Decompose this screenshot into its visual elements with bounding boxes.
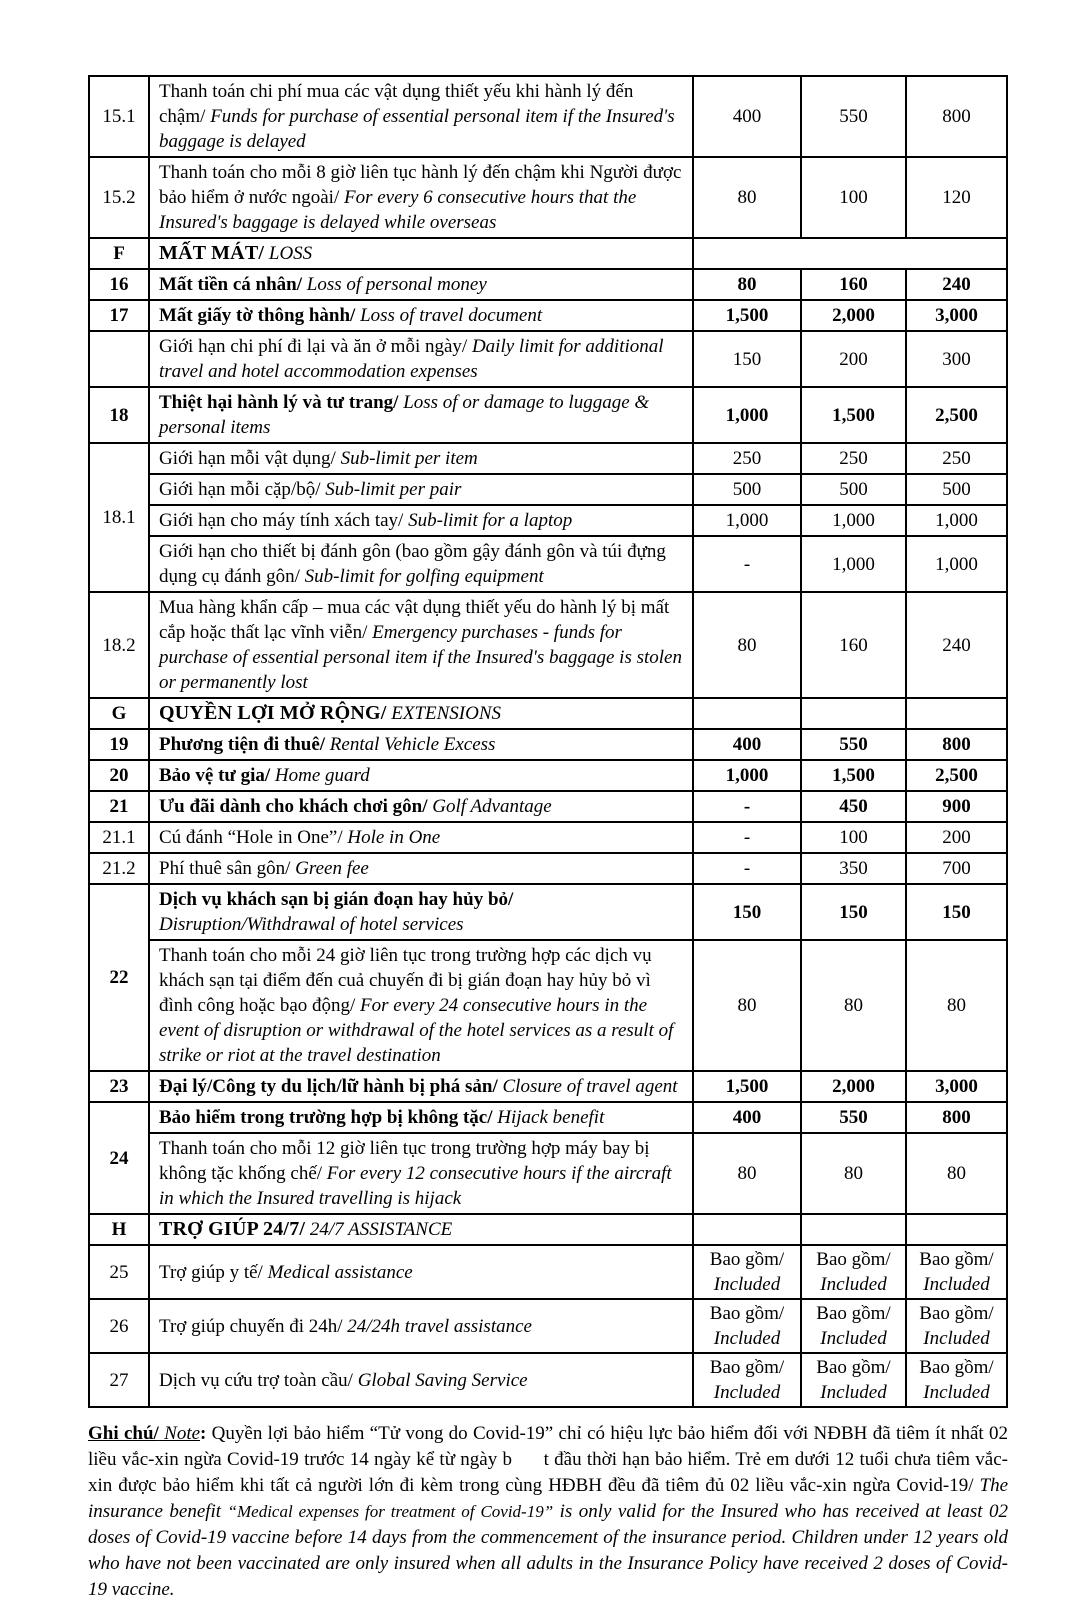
- value-line-english: Included: [713, 1328, 781, 1349]
- section-header-row: [89, 1214, 1007, 1245]
- benefit-value: 400: [693, 1102, 801, 1133]
- benefit-value: 1,000: [906, 505, 1007, 536]
- benefit-name-vietnamese: Đại lý/Công ty du lịch/lữ hành bị phá sản/: [159, 1076, 498, 1097]
- note-text-english-1: The insurance benefit: [88, 1475, 1008, 1522]
- benefit-value: 80: [906, 1133, 1007, 1214]
- benefit-value: 2,000: [801, 1071, 906, 1102]
- benefit-value: [801, 1214, 906, 1245]
- benefit-name-vietnamese: Dịch vụ khách sạn bị gián đoạn hay hủy bỏ/: [159, 889, 514, 910]
- benefit-name-english: Funds for purchase of essential personal item if the Insured's baggage is delayed: [159, 106, 675, 152]
- note-label-en: Note: [158, 1423, 201, 1444]
- benefit-name-vietnamese: QUYỀN LỢI MỞ RỘNG/: [159, 702, 387, 724]
- benefit-name-vietnamese: Giới hạn chi phí đi lại và ăn ở mỗi ngày/: [159, 336, 468, 357]
- benefit-value: 800: [906, 1102, 1007, 1133]
- benefit-name-vietnamese: Mất tiền cá nhân/: [159, 274, 303, 295]
- benefit-value: 1,000: [693, 387, 801, 443]
- benefit-description: [149, 884, 693, 940]
- benefit-description: [149, 1353, 693, 1407]
- section-title: [149, 1214, 693, 1245]
- benefit-name-english: Loss of personal money: [302, 274, 487, 295]
- benefit-value: 120: [906, 157, 1007, 238]
- benefit-value: [906, 1299, 1007, 1353]
- value-line-english: Included: [820, 1328, 887, 1349]
- row-number: 26: [89, 1299, 149, 1353]
- benefit-value: -: [693, 536, 801, 592]
- benefit-value: [693, 1214, 801, 1245]
- benefit-value: 80: [693, 940, 801, 1071]
- benefit-description: [149, 1102, 693, 1133]
- benefit-name-vietnamese: Phí thuê sân gôn/: [159, 858, 291, 879]
- table-row: [89, 729, 1007, 760]
- table-row: [89, 1353, 1007, 1407]
- benefit-name-english: Closure of travel agent: [497, 1076, 678, 1097]
- benefit-name-vietnamese: Giới hạn cho máy tính xách tay/: [159, 510, 404, 531]
- benefit-name-vietnamese: TRỢ GIÚP 24/7/: [159, 1218, 306, 1240]
- benefit-description: [149, 157, 693, 238]
- value-line-vietnamese: Bao gồm/: [816, 1303, 891, 1324]
- benefit-name-english: Sub-limit per pair: [320, 479, 462, 500]
- value-line-vietnamese: Bao gồm/: [816, 1249, 891, 1270]
- benefit-value: [906, 1245, 1007, 1299]
- benefit-name-english: Green fee: [290, 858, 369, 879]
- table-row: [89, 387, 1007, 443]
- benefit-value: 500: [906, 474, 1007, 505]
- row-number: 16: [89, 269, 149, 300]
- value-line-english: Included: [820, 1382, 887, 1403]
- benefit-value: 450: [801, 791, 906, 822]
- benefit-value: [801, 1299, 906, 1353]
- row-number: 19: [89, 729, 149, 760]
- section-header-row: [89, 238, 1007, 269]
- benefit-value: 800: [906, 729, 1007, 760]
- benefit-name-english: EXTENSIONS: [386, 703, 502, 724]
- benefit-name-vietnamese: Giới hạn cho thiết bị đánh gôn (bao gồm gậy đánh gôn và túi đựng dụng cụ đánh gôn/: [159, 541, 666, 587]
- value-line-vietnamese: Bao gồm/: [919, 1249, 994, 1270]
- benefit-value: [801, 1245, 906, 1299]
- benefit-description: [149, 1299, 693, 1353]
- table-row: [89, 536, 1007, 592]
- benefit-description: [149, 729, 693, 760]
- benefit-name-vietnamese: Thanh toán cho mỗi 8 giờ liên tục hành lý đến chậm khi Người được bảo hiểm ở nước ngoài/: [159, 162, 682, 208]
- benefit-value: 1,500: [801, 387, 906, 443]
- benefit-value: 700: [906, 853, 1007, 884]
- benefit-name-vietnamese: Ưu đãi dành cho khách chơi gôn/: [159, 796, 428, 817]
- note-text-vietnamese: Quyền lợi bảo hiểm “Tử vong do Covid-19” chỉ có hiệu lực bảo hiểm đối với NĐBH đã tiêm ít nhất 02 liều vắc-xin ngừa Covid-19 trước 14 ngày kể từ ngày b t đầu thời hạn bảo hiểm. Trẻ em dưới 12 tuổi chưa tiêm vắc-xin được bảo hiểm khi tất cả người lớn đi kèm trong cùng HĐBH đều đã tiêm đủ 02 liều vắc-xin ngừa Covid-19/: [88, 1423, 1008, 1496]
- benefit-name-english: 24/7 ASSISTANCE: [305, 1219, 453, 1240]
- benefit-value: 100: [801, 822, 906, 853]
- benefit-name-english: Sub-limit per item: [335, 448, 478, 469]
- benefit-name-vietnamese: Phương tiện đi thuê/: [159, 734, 326, 755]
- benefit-description: [149, 443, 693, 474]
- benefit-description: [149, 536, 693, 592]
- benefit-description: [149, 853, 693, 884]
- benefit-value: 200: [906, 822, 1007, 853]
- table-row: [89, 269, 1007, 300]
- table-row: [89, 474, 1007, 505]
- benefit-value: 80: [801, 1133, 906, 1214]
- benefit-name-english: Loss of or damage to luggage & personal items: [159, 392, 650, 438]
- benefit-value: 1,000: [906, 536, 1007, 592]
- benefit-value: 80: [693, 269, 801, 300]
- benefit-name-vietnamese: Giới hạn mỗi vật dụng/: [159, 448, 336, 469]
- row-number: 23: [89, 1071, 149, 1102]
- benefit-name-english: 24/24h travel assistance: [342, 1315, 532, 1337]
- row-number: 27: [89, 1353, 149, 1407]
- benefit-description: [149, 331, 693, 387]
- table-row: [89, 1299, 1007, 1353]
- value-line-english: Included: [923, 1328, 990, 1349]
- benefit-name-vietnamese: Dịch vụ cứu trợ toàn cầu/: [159, 1369, 353, 1391]
- benefit-description: [149, 76, 693, 157]
- benefit-value: 1,000: [693, 505, 801, 536]
- benefits-table: [88, 75, 1008, 1408]
- benefit-description: [149, 1245, 693, 1299]
- table-row: [89, 592, 1007, 698]
- benefit-value: 900: [906, 791, 1007, 822]
- benefit-value: [906, 698, 1007, 729]
- benefit-name-vietnamese: Thanh toán cho mỗi 12 giờ liên tục trong trường hợp máy bay bị không tặc khống chế/: [159, 1138, 650, 1184]
- row-number: 21.2: [89, 853, 149, 884]
- value-line-vietnamese: Bao gồm/: [709, 1303, 785, 1324]
- benefit-name-english: LOSS: [264, 243, 313, 264]
- benefit-value: 1,500: [693, 1071, 801, 1102]
- benefit-name-vietnamese: Bảo hiểm trong trường hợp bị không tặc/: [159, 1107, 493, 1128]
- benefit-value: 400: [693, 76, 801, 157]
- benefit-value: 1,000: [801, 505, 906, 536]
- benefit-value: 160: [801, 269, 906, 300]
- row-number: 15.2: [89, 157, 149, 238]
- benefit-description: [149, 1071, 693, 1102]
- benefit-value: 1,000: [693, 760, 801, 791]
- note-label: [88, 1423, 200, 1444]
- note-paragraph: [88, 1421, 1008, 1603]
- value-line-vietnamese: Bao gồm/: [919, 1303, 994, 1324]
- table-row: [89, 1102, 1007, 1133]
- benefit-value: 150: [693, 884, 801, 940]
- value-line-vietnamese: Bao gồm/: [816, 1357, 891, 1378]
- benefit-name-english: Daily limit for additional travel and hotel accommodation expenses: [159, 336, 664, 382]
- benefit-value: 240: [906, 592, 1007, 698]
- benefit-value: 80: [693, 157, 801, 238]
- note-colon: :: [200, 1423, 207, 1444]
- benefit-value: 250: [906, 443, 1007, 474]
- table-row: [89, 760, 1007, 791]
- benefit-value: -: [693, 791, 801, 822]
- section-title: [149, 698, 693, 729]
- row-number: 22: [89, 884, 149, 1071]
- benefit-name-vietnamese: Mua hàng khẩn cấp – mua các vật dụng thiết yếu do hành lý bị mất cắp hoặc thất lạc vĩnh viễn/: [159, 597, 670, 643]
- benefit-value: [906, 1353, 1007, 1407]
- benefit-value: 500: [693, 474, 801, 505]
- value-line-english: Included: [713, 1382, 781, 1403]
- benefit-value: [693, 1299, 801, 1353]
- benefit-name-english: Golf Advantage: [427, 796, 552, 817]
- benefit-description: [149, 791, 693, 822]
- note-text-english-2: is only valid for the Insured who has received at least 02 doses of Covid-19 vaccine before 14 days from the commencement of the insurance period. Children under 12 years old who have not been vaccinated are only insured when all adults in the Insurance Policy have received 2 doses of Covid-19 vaccine.: [88, 1501, 1009, 1600]
- benefit-name-english: Hijack benefit: [492, 1107, 605, 1128]
- benefit-value: [693, 698, 801, 729]
- row-number: 17: [89, 300, 149, 331]
- benefit-name-english: Sub-limit for a laptop: [403, 510, 573, 531]
- benefit-name-english: Loss of travel document: [355, 305, 543, 326]
- benefit-value: 300: [906, 331, 1007, 387]
- benefit-value: 500: [801, 474, 906, 505]
- benefit-name-vietnamese: Trợ giúp y tế/: [159, 1261, 263, 1283]
- row-number: [89, 331, 149, 387]
- benefit-description: [149, 505, 693, 536]
- table-row: [89, 76, 1007, 157]
- benefit-name-vietnamese: Mất giấy tờ thông hành/: [159, 305, 356, 326]
- benefit-value: 2,500: [906, 387, 1007, 443]
- row-number: 18.1: [89, 443, 149, 592]
- benefit-value-merged-empty: [693, 238, 1007, 269]
- benefit-value: -: [693, 822, 801, 853]
- value-line-vietnamese: Bao gồm/: [919, 1357, 994, 1378]
- row-number: 25: [89, 1245, 149, 1299]
- row-number: 18.2: [89, 592, 149, 698]
- benefit-value: -: [693, 853, 801, 884]
- table-row: [89, 853, 1007, 884]
- row-number: 24: [89, 1102, 149, 1214]
- benefit-name-vietnamese: Thiệt hại hành lý và tư trang/: [159, 392, 399, 413]
- benefit-value: 80: [906, 940, 1007, 1071]
- table-row: [89, 1133, 1007, 1214]
- note-text-english-quote: “Medical expenses for treatment of Covid-19”: [227, 1502, 554, 1521]
- benefit-description: [149, 822, 693, 853]
- benefit-value: 80: [693, 1133, 801, 1214]
- section-header-row: [89, 698, 1007, 729]
- benefit-value: 1,000: [801, 536, 906, 592]
- benefit-value: [693, 1245, 801, 1299]
- benefit-value: 100: [801, 157, 906, 238]
- benefit-value: 3,000: [906, 1071, 1007, 1102]
- benefit-name-english: Global Saving Service: [352, 1369, 528, 1391]
- benefit-name-vietnamese: MẤT MÁT/: [159, 242, 265, 264]
- benefit-description: [149, 269, 693, 300]
- benefit-value: 550: [801, 729, 906, 760]
- benefit-name-vietnamese: Thanh toán cho mỗi 24 giờ liên tục trong trường hợp các dịch vụ khách sạn tại điểm đến cuả chuyến đi bị gián đoạn hay hủy bỏ vì đình công hoặc bạo động/: [159, 945, 652, 1016]
- benefit-name-english: Disruption/Withdrawal of hotel services: [159, 914, 464, 935]
- benefit-name-vietnamese: Trợ giúp chuyến đi 24h/: [159, 1315, 343, 1337]
- benefit-description: [149, 760, 693, 791]
- note-label-vn: Ghi chú/: [88, 1423, 159, 1444]
- benefit-value: 160: [801, 592, 906, 698]
- table-row: [89, 157, 1007, 238]
- value-line-english: Included: [713, 1274, 781, 1295]
- benefit-value: 250: [693, 443, 801, 474]
- benefit-value: 3,000: [906, 300, 1007, 331]
- row-number: 15.1: [89, 76, 149, 157]
- benefit-name-english: Rental Vehicle Excess: [325, 734, 496, 755]
- benefit-name-english: Emergency purchases - funds for purchase of essential personal item if the Insured's baggage is stolen or permanently lost: [159, 622, 682, 693]
- benefit-value: 150: [693, 331, 801, 387]
- benefit-name-vietnamese: Thanh toán chi phí mua các vật dụng thiết yếu khi hành lý đến chậm/: [159, 81, 634, 127]
- benefit-value: 550: [801, 1102, 906, 1133]
- table-row: [89, 884, 1007, 940]
- table-row: [89, 443, 1007, 474]
- benefit-value: 400: [693, 729, 801, 760]
- benefit-value: 150: [906, 884, 1007, 940]
- benefit-value: 240: [906, 269, 1007, 300]
- value-line-english: Included: [923, 1382, 990, 1403]
- benefit-description: [149, 1133, 693, 1214]
- row-number: 20: [89, 760, 149, 791]
- benefit-value: 200: [801, 331, 906, 387]
- benefit-name-english: Hole in One: [342, 827, 441, 848]
- benefit-value: 80: [693, 592, 801, 698]
- table-row: [89, 505, 1007, 536]
- benefit-value: 550: [801, 76, 906, 157]
- benefit-name-english: For every 12 consecutive hours if the aircraft in which the Insured travelling is hijack: [159, 1163, 672, 1209]
- benefit-value: [906, 1214, 1007, 1245]
- value-line-vietnamese: Bao gồm/: [709, 1357, 785, 1378]
- benefit-value: [801, 698, 906, 729]
- table-row: [89, 1071, 1007, 1102]
- benefit-value: 150: [801, 884, 906, 940]
- row-number: F: [89, 238, 149, 269]
- benefit-description: [149, 474, 693, 505]
- benefit-name-vietnamese: Giới hạn mỗi cặp/bộ/: [159, 479, 321, 500]
- table-row: [89, 331, 1007, 387]
- benefit-value: 800: [906, 76, 1007, 157]
- benefit-value: [693, 1353, 801, 1407]
- benefit-value: [801, 1353, 906, 1407]
- benefit-name-vietnamese: Cú đánh “Hole in One”/: [159, 827, 343, 848]
- benefit-value: 2,000: [801, 300, 906, 331]
- row-number: 21: [89, 791, 149, 822]
- table-row: [89, 300, 1007, 331]
- value-line-vietnamese: Bao gồm/: [709, 1249, 785, 1270]
- benefit-description: [149, 387, 693, 443]
- benefit-value: 250: [801, 443, 906, 474]
- benefit-name-vietnamese: Bảo vệ tư gia/: [159, 765, 271, 786]
- benefit-value: 1,500: [801, 760, 906, 791]
- benefit-value: 350: [801, 853, 906, 884]
- benefit-description: [149, 592, 693, 698]
- benefit-value: 2,500: [906, 760, 1007, 791]
- row-number: G: [89, 698, 149, 729]
- benefit-name-english: For every 24 consecutive hours in the event of disruption or withdrawal of the hotel services as a result of strike or riot at the travel destination: [159, 995, 674, 1066]
- benefit-description: [149, 300, 693, 331]
- table-row: [89, 822, 1007, 853]
- table-row: [89, 791, 1007, 822]
- row-number: 21.1: [89, 822, 149, 853]
- benefit-name-english: Medical assistance: [262, 1261, 413, 1283]
- table-row: [89, 1245, 1007, 1299]
- benefit-name-english: Sub-limit for golfing equipment: [299, 566, 544, 587]
- benefit-value: 80: [801, 940, 906, 1071]
- value-line-english: Included: [923, 1274, 990, 1295]
- row-number: H: [89, 1214, 149, 1245]
- row-number: 18: [89, 387, 149, 443]
- benefit-description: [149, 940, 693, 1071]
- section-title: [149, 238, 693, 269]
- benefit-name-english: Home guard: [270, 765, 370, 786]
- table-row: [89, 940, 1007, 1071]
- benefit-name-english: For every 6 consecutive hours that the Insured's baggage is delayed while overseas: [159, 187, 637, 233]
- benefit-value: 1,500: [693, 300, 801, 331]
- value-line-english: Included: [820, 1274, 887, 1295]
